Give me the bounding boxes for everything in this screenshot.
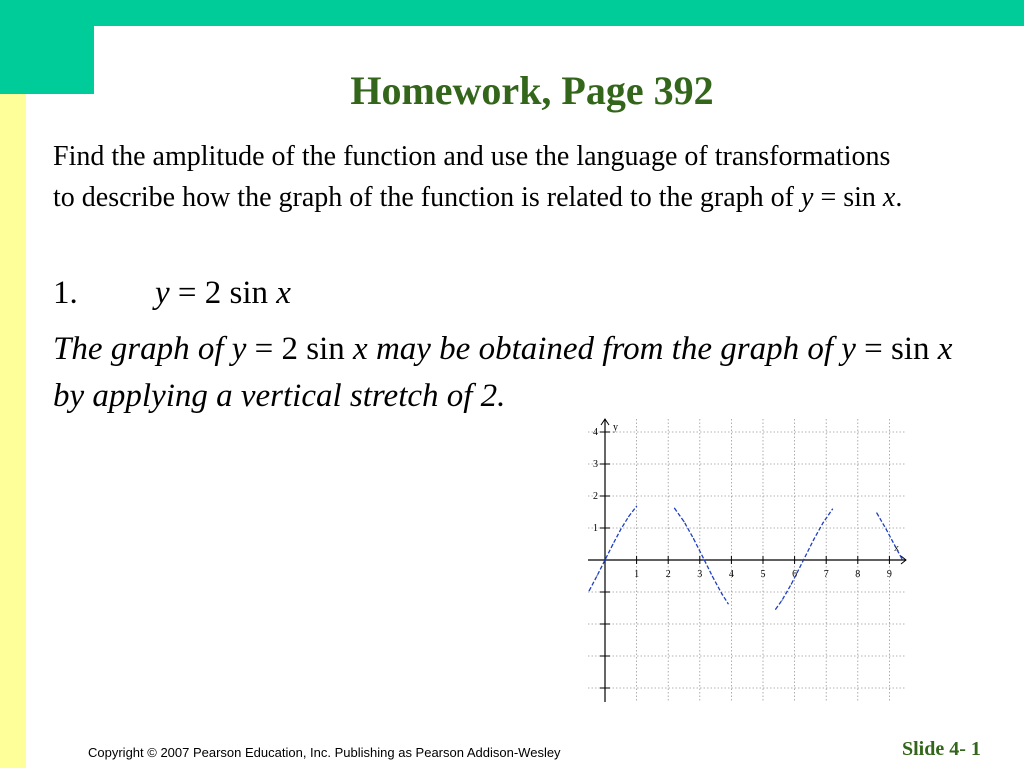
answer-part2: = 2 sin — [254, 331, 345, 367]
data-point — [728, 603, 729, 604]
answer-part4: = sin — [864, 331, 930, 367]
x-axis-label: x — [894, 543, 899, 554]
data-point — [901, 558, 902, 559]
x-tick-label: 5 — [760, 569, 766, 580]
y-tick-label: 1 — [593, 523, 598, 534]
data-point — [886, 529, 887, 530]
answer-text — [53, 326, 983, 420]
x-tick-label: 7 — [823, 569, 829, 580]
y-tick-label: 2 — [593, 491, 598, 502]
prompt-var-y: y — [801, 182, 814, 213]
data-point — [693, 538, 694, 539]
x-tick-label: 3 — [697, 569, 703, 580]
data-point — [704, 559, 705, 560]
data-point — [604, 559, 605, 560]
prompt-eq: = sin — [813, 182, 883, 213]
data-point — [589, 590, 590, 591]
prompt-end: . — [895, 182, 903, 213]
answer-part5: x by applying a vertical stretch of 2. — [53, 331, 953, 414]
data-point — [803, 559, 804, 560]
slide-number: Slide 4- 1 — [902, 738, 981, 760]
slide-title: Homework, Page 392 — [350, 68, 714, 113]
problem-expr: = 2 sin — [169, 275, 277, 311]
corner-accent-block — [0, 0, 94, 94]
sine-graph — [570, 415, 910, 707]
prompt-part1: Find the amplitude of the function and use the language of transformations to describe how the graph of the function is related to the graph of — [53, 141, 891, 213]
problem-number: 1. — [53, 275, 78, 311]
left-accent-stripe — [0, 94, 26, 768]
data-point — [597, 575, 598, 576]
answer-part1: The graph of y — [53, 331, 255, 367]
y-axis-label: y — [613, 422, 618, 433]
x-tick-label: 2 — [665, 569, 671, 580]
y-tick-label: 4 — [593, 427, 598, 438]
problem-var-x: x — [276, 275, 291, 311]
x-tick-label: 8 — [855, 569, 861, 580]
data-point — [620, 529, 621, 530]
data-point — [832, 509, 833, 510]
x-tick-label: 1 — [634, 569, 640, 580]
y-tick-label: 3 — [593, 459, 598, 470]
data-point — [876, 512, 877, 513]
data-point — [892, 541, 893, 542]
data-point — [791, 583, 792, 584]
problem-line — [53, 272, 291, 314]
prompt-var-x: x — [882, 182, 896, 213]
data-point — [674, 508, 675, 509]
x-tick-label: 6 — [792, 569, 798, 580]
data-point — [712, 576, 713, 577]
copyright-text: Copyright © 2007 Pearson Education, Inc. Publishing as Pearson Addison-Wesley — [88, 745, 561, 760]
data-point — [822, 522, 823, 523]
data-point — [775, 609, 776, 610]
data-point — [781, 600, 782, 601]
data-point — [721, 593, 722, 594]
x-tick-label: 9 — [886, 569, 892, 580]
data-point — [813, 539, 814, 540]
data-point — [683, 521, 684, 522]
prompt-text — [53, 136, 913, 218]
data-point — [628, 516, 629, 517]
answer-part3: x may be obtained from the graph of y — [344, 331, 865, 367]
problem-var-y: y — [155, 275, 170, 311]
data-point — [612, 544, 613, 545]
x-tick-label: 4 — [728, 569, 734, 580]
top-accent-bar — [0, 0, 1024, 26]
data-point — [636, 506, 637, 507]
